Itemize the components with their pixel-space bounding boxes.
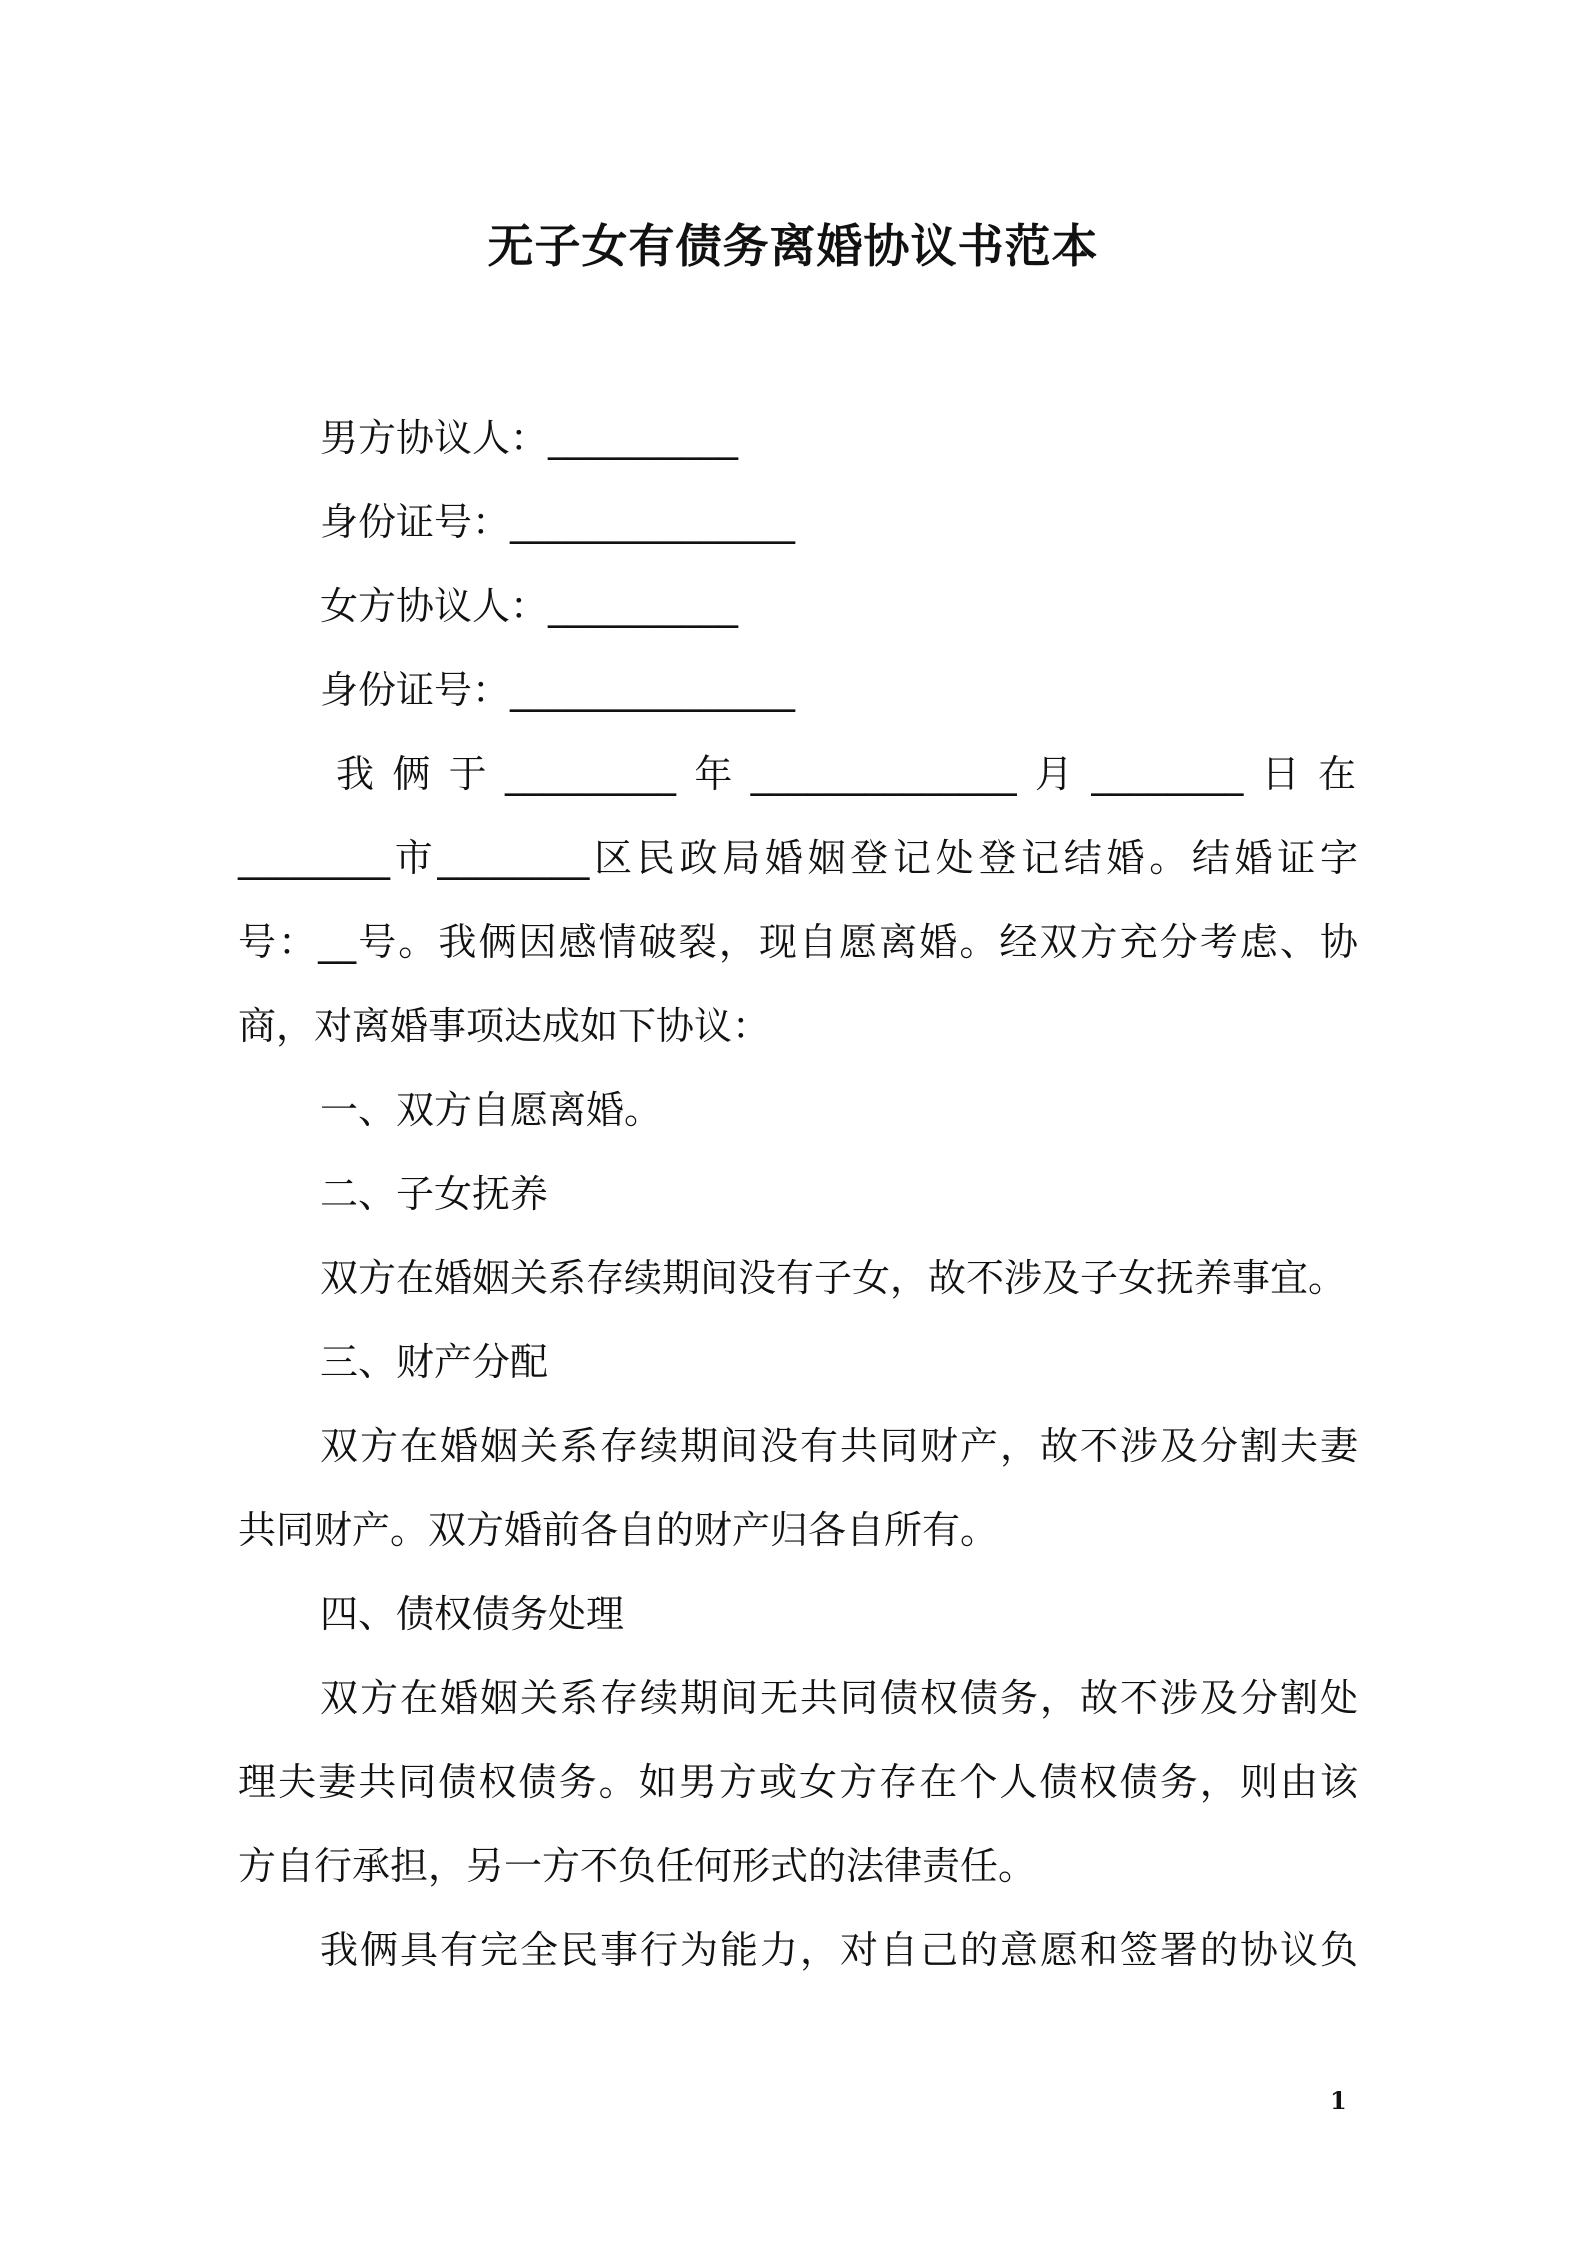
intro-line-4: 商，对离婚事项达成如下协议： <box>238 1004 771 1048</box>
male-id-field: 身份证号：_______________ <box>320 500 796 544</box>
section-4-heading: 四、债权债务处理 <box>320 1592 625 1636</box>
male-party-field: 男方协议人：__________ <box>320 416 739 460</box>
closing-line-1: 我俩具有完全民事行为能力，对自己的意愿和签署的协议负 <box>320 1928 1358 1972</box>
section-3-heading: 三、财产分配 <box>320 1340 549 1384</box>
female-id-field: 身份证号：_______________ <box>320 668 796 712</box>
section-4-body-line-1: 双方在婚姻关系存续期间无共同债权债务，故不涉及分割处 <box>320 1676 1358 1720</box>
female-party-field: 女方协议人：__________ <box>320 584 739 628</box>
page-number: 1 <box>1330 2086 1347 2115</box>
section-4-body-line-3: 方自行承担，另一方不负任何形式的法律责任。 <box>238 1844 1037 1888</box>
section-3-body-line-2: 共同财产。双方婚前各自的财产归各自所有。 <box>238 1508 999 1552</box>
document-title: 无子女有债务离婚协议书范本 <box>487 219 1099 273</box>
section-4-body-line-2: 理夫妻共同债权债务。如男方或女方存在个人债权债务，则由该 <box>238 1760 1358 1804</box>
section-3-body-line-1: 双方在婚姻关系存续期间没有共同财产，故不涉及分割夫妻 <box>320 1424 1358 1468</box>
intro-line-3: 号：__号。我俩因感情破裂，现自愿离婚。经双方充分考虑、协 <box>238 920 1358 964</box>
section-2-body: 双方在婚姻关系存续期间没有子女，故不涉及子女抚养事宜。 <box>320 1256 1347 1300</box>
section-2-heading: 二、子女抚养 <box>320 1172 549 1216</box>
section-1-heading: 一、双方自愿离婚。 <box>320 1088 663 1132</box>
intro-line-2: ________市________区民政局婚姻登记处登记结婚。结婚证字 <box>238 836 1358 880</box>
intro-line-1: 我俩于_________年______________月________日在 <box>336 752 1356 796</box>
